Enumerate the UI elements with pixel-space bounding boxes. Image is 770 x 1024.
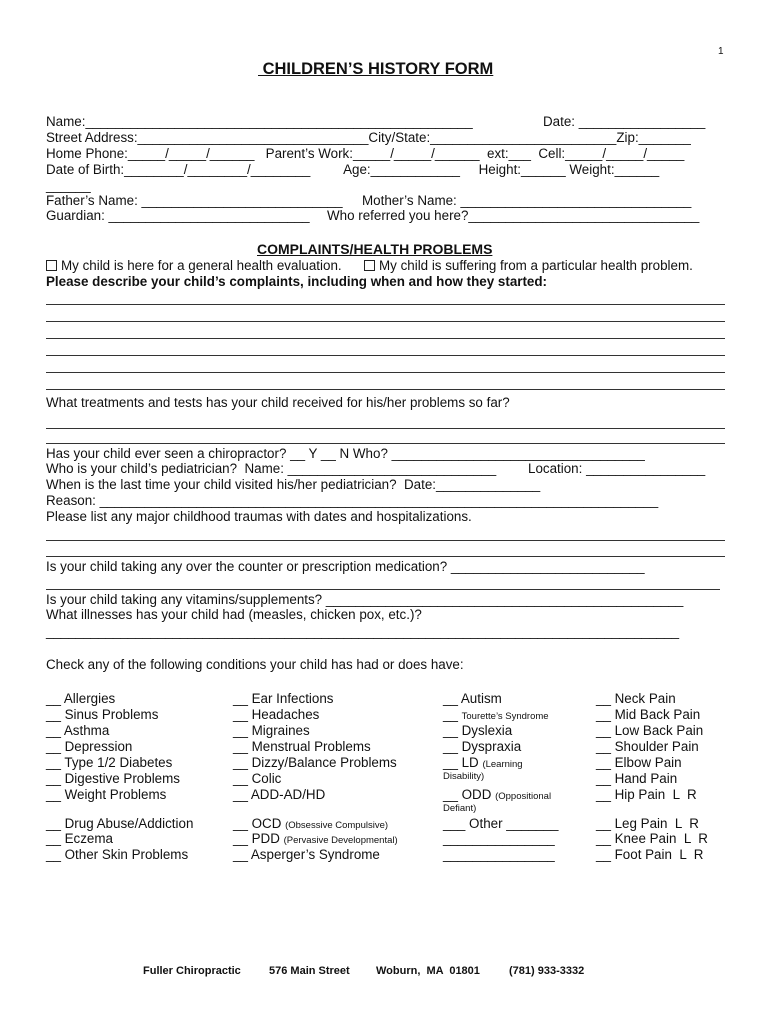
checkbox-icon[interactable] xyxy=(46,260,57,271)
footer-practice-name: Fuller Chiropractic xyxy=(143,965,241,977)
answer-line[interactable] xyxy=(46,589,720,590)
answer-line[interactable] xyxy=(46,355,725,356)
pediatrician-location-field[interactable]: Location: ________________ xyxy=(528,461,706,476)
condition-item[interactable]: __ Dyslexia xyxy=(443,723,513,738)
answer-line[interactable] xyxy=(46,304,725,305)
condition-note: (Pervasive Developmental) xyxy=(283,835,398,846)
complaints-heading: COMPLAINTS/HEALTH PROBLEMS xyxy=(257,241,493,257)
condition-item[interactable]: __ Sinus Problems xyxy=(46,707,159,722)
condition-item[interactable]: __ Migraines xyxy=(233,723,310,738)
last-visit-field[interactable]: When is the last time your child visited his/her pediatrician? Date:______________ xyxy=(46,477,541,492)
condition-item[interactable]: __ Other Skin Problems xyxy=(46,847,189,862)
condition-item[interactable]: __ Mid Back Pain xyxy=(596,707,701,722)
condition-item[interactable]: __ Hip Pain L R xyxy=(596,787,697,802)
condition-item[interactable]: __ Menstrual Problems xyxy=(233,739,371,754)
dob-field[interactable]: Date of Birth:________/________/________ Age:____________ Height:______ Weight:______ xyxy=(46,162,660,177)
footer-phone: (781) 933-3332 xyxy=(509,965,585,977)
page-number: 1 xyxy=(718,46,724,57)
condition-label: __ PDD xyxy=(233,831,284,846)
condition-item[interactable] xyxy=(443,755,523,770)
conditions-intro: Check any of the following conditions your child has had or does have: xyxy=(46,657,464,672)
answer-line[interactable] xyxy=(46,389,725,390)
condition-item[interactable]: __ Leg Pain L R xyxy=(596,816,699,831)
general-evaluation-label: My child is here for a general health evaluation. xyxy=(61,258,342,273)
reason-field[interactable]: Reason: ___________________________________________________________________________ xyxy=(46,493,659,508)
condition-item[interactable] xyxy=(233,816,388,831)
condition-item[interactable]: __ Eczema xyxy=(46,831,113,846)
condition-item[interactable]: __ Autism xyxy=(443,691,502,706)
footer-street: 576 Main Street xyxy=(269,965,350,977)
condition-note: Defiant) xyxy=(443,803,477,814)
condition-item[interactable]: __ Dyspraxia xyxy=(443,739,522,754)
condition-other[interactable]: ___ Other _______ xyxy=(443,816,559,831)
condition-item[interactable]: __ Depression xyxy=(46,739,133,754)
date-field[interactable]: Date: _________________ xyxy=(543,114,706,129)
condition-item[interactable]: __ Knee Pain L R xyxy=(596,831,708,846)
answer-line[interactable] xyxy=(46,338,725,339)
illnesses-field[interactable]: _____________________________________________________________________________________ xyxy=(46,624,680,639)
condition-blank[interactable]: _______________ xyxy=(443,847,555,862)
condition-item[interactable]: __ Ear Infections xyxy=(233,691,334,706)
condition-item[interactable]: __ Weight Problems xyxy=(46,787,167,802)
condition-label: __ LD xyxy=(443,755,483,770)
vitamins-field[interactable]: Is your child taking any vitamins/supplements? ________________________________________________ xyxy=(46,592,684,607)
answer-line[interactable] xyxy=(46,556,725,557)
condition-label: Tourette’s Syndrome xyxy=(461,711,549,722)
general-evaluation-option[interactable] xyxy=(46,258,342,273)
answer-line[interactable] xyxy=(46,428,725,429)
condition-item[interactable]: __ Hand Pain xyxy=(596,771,678,786)
address-field[interactable]: Street Address:_______________________________City/State:_________________________Zip:_______ xyxy=(46,130,691,145)
answer-line[interactable] xyxy=(46,540,725,541)
checkbox-icon[interactable] xyxy=(364,260,375,271)
condition-label: __ OCD xyxy=(233,816,286,831)
answer-line[interactable] xyxy=(46,372,725,373)
medication-field[interactable]: Is your child taking any over the counter or prescription medication? __________________________ xyxy=(46,559,645,574)
condition-note: (Obsessive Compulsive) xyxy=(285,820,389,831)
condition-item[interactable]: __ Foot Pain L R xyxy=(596,847,704,862)
condition-item[interactable]: __ Drug Abuse/Addiction xyxy=(46,816,194,831)
phone-field[interactable]: Home Phone:_____/_____/______ Parent’s Work:_____/_____/______ ext:___ Cell:_____/_____/_____ xyxy=(46,146,685,161)
answer-line[interactable] xyxy=(46,321,725,322)
referred-by-field[interactable]: Who referred you here?_______________________________ xyxy=(327,208,700,223)
condition-label: __ Asperger’s Syndrome xyxy=(233,847,380,862)
condition-note: Disability) xyxy=(443,771,485,782)
condition-note: (Oppositional xyxy=(495,791,552,802)
condition-item[interactable] xyxy=(443,707,549,722)
weight-field-continued[interactable]: ______ xyxy=(46,178,91,193)
guardian-field[interactable]: Guardian: ___________________________ xyxy=(46,208,310,223)
health-problem-option[interactable] xyxy=(364,258,693,273)
condition-item[interactable] xyxy=(443,787,551,802)
traumas-question: Please list any major childhood traumas with dates and hospitalizations. xyxy=(46,509,472,524)
condition-item[interactable]: __ Type 1/2 Diabetes xyxy=(46,755,173,770)
condition-item[interactable]: __ ADD-AD/HD xyxy=(233,787,326,802)
father-name-field[interactable]: Father’s Name: ___________________________ xyxy=(46,193,343,208)
mother-name-field[interactable]: Mother’s Name: _______________________________ xyxy=(362,193,692,208)
name-field[interactable]: Name:____________________________________________________ xyxy=(46,114,473,129)
condition-item[interactable] xyxy=(233,831,398,846)
condition-item[interactable] xyxy=(233,847,380,862)
condition-blank[interactable]: _______________ xyxy=(443,831,555,846)
condition-item[interactable]: __ Low Back Pain xyxy=(596,723,704,738)
condition-item[interactable]: __ Shoulder Pain xyxy=(596,739,699,754)
condition-blank: __ xyxy=(443,707,462,722)
condition-item[interactable]: __ Colic xyxy=(233,771,282,786)
footer-city: Woburn, MA 01801 xyxy=(376,965,480,977)
condition-label: __ ODD xyxy=(443,787,496,802)
pediatrician-name-field[interactable]: Who is your child’s pediatrician? Name: ____________________________ xyxy=(46,461,497,476)
form-title: CHILDREN’S HISTORY FORM xyxy=(258,60,494,78)
condition-note: (Learning xyxy=(482,759,523,770)
condition-item[interactable]: __ Elbow Pain xyxy=(596,755,682,770)
answer-line[interactable] xyxy=(46,443,725,444)
complaints-prompt: Please describe your child’s complaints, including when and how they started: xyxy=(46,274,548,289)
condition-item[interactable]: __ Allergies xyxy=(46,691,116,706)
condition-item[interactable]: __ Headaches xyxy=(233,707,320,722)
health-problem-label: My child is suffering from a particular health problem. xyxy=(379,258,693,273)
condition-item[interactable]: __ Neck Pain xyxy=(596,691,676,706)
chiropractor-question[interactable]: Has your child ever seen a chiropractor? __ Y __ N Who? __________________________________ xyxy=(46,446,645,461)
condition-item[interactable]: __ Digestive Problems xyxy=(46,771,180,786)
condition-item[interactable]: __ Dizzy/Balance Problems xyxy=(233,755,397,770)
treatments-question: What treatments and tests has your child received for his/her problems so far? xyxy=(46,395,510,410)
illnesses-question: What illnesses has your child had (measles, chicken pox, etc.)? xyxy=(46,607,422,622)
condition-item[interactable]: __ Asthma xyxy=(46,723,110,738)
